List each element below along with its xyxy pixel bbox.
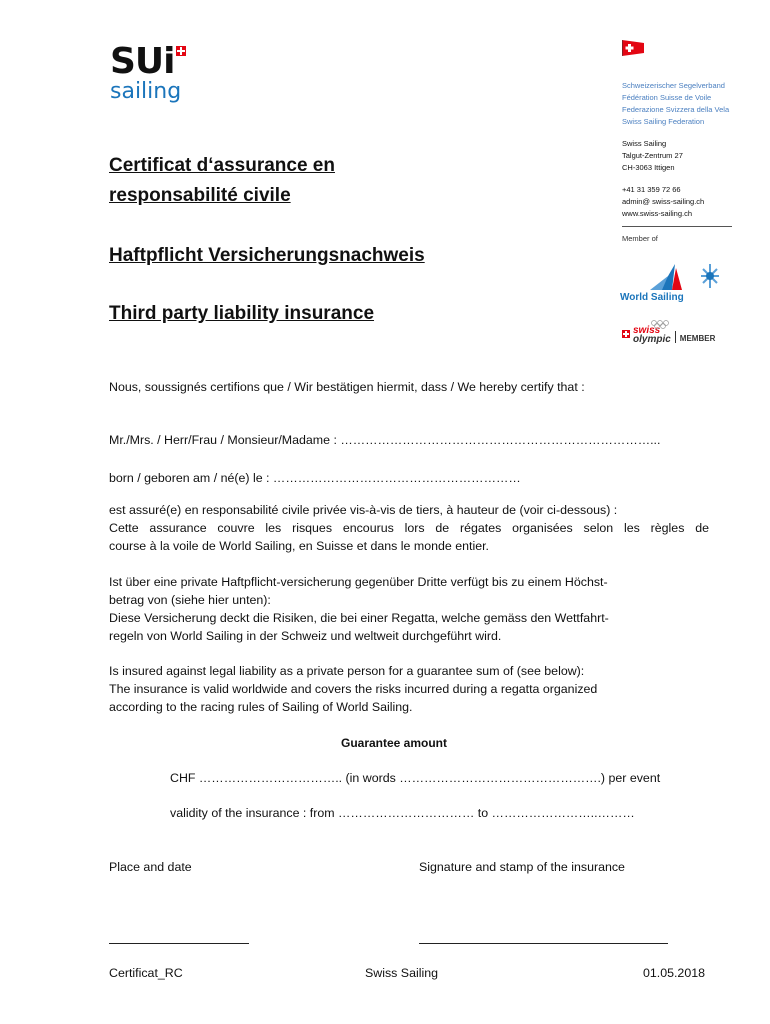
title-de: Haftpflicht Versicherungsnachweis (109, 245, 425, 266)
signature-line (419, 943, 668, 944)
address-line: Swiss Sailing (622, 139, 667, 148)
swiss-olympic-member: MEMBER (679, 334, 716, 343)
paragraph-line: est assuré(e) en responsabilité civile privée vis-à-vis de tiers, à hauteur de (voir ci-dessous) : (109, 503, 618, 517)
paragraph-line: course à la voile de World Sailing, en Suisse et dans le monde entier. (109, 539, 489, 553)
world-sailing-logo (620, 262, 730, 306)
phone: +41 31 359 72 66 (622, 185, 681, 194)
swiss-cross-icon (176, 46, 186, 56)
federation-name-de: Schweizerischer Segelverband (622, 81, 725, 90)
paragraph-fr (109, 501, 709, 555)
title-en: Third party liability insurance (109, 303, 375, 324)
logo-sui-text: SUi (110, 41, 175, 82)
swiss-olympic-swiss: swiss (633, 325, 661, 336)
paragraph-de (109, 573, 709, 645)
signature-label: Signature and stamp of the insurance (419, 860, 625, 874)
federation-name-fr: Fédération Suisse de Voile (622, 93, 712, 102)
divider (622, 226, 732, 227)
chf-amount-line: CHF …………………………….. (in words ………………………………………….) per event (170, 771, 661, 785)
address-line: CH-3063 Ittigen (622, 163, 675, 172)
title-fr-line1: Certificat d‘assurance en (109, 155, 335, 176)
footer-doc-id: Certificat_RC (109, 966, 183, 980)
burgee-icon (622, 40, 644, 56)
paragraph-line: Diese Versicherung deckt die Risiken, die bei einer Regatta, welche gemäss den Wettfahrt- (109, 611, 609, 625)
swiss-olympic-olympic: olympic (633, 334, 671, 345)
olympic-rings-icon (651, 320, 669, 330)
footer-org: Swiss Sailing (365, 966, 438, 980)
federation-name-it: Federazione Svizzera della Vela (622, 105, 730, 114)
member-of-label: Member of (622, 234, 658, 243)
federation-name-en: Swiss Sailing Federation (622, 117, 705, 126)
world-sailing-label: World Sailing (620, 292, 684, 303)
federation-sidebar (622, 40, 737, 245)
paragraph-line: Cette assurance couvre les risques encourus lors de régates organisées selon les règles de (109, 521, 709, 535)
logo-sailing-text: sailing (110, 79, 182, 104)
email-link[interactable]: admin@ swiss-sailing.ch (622, 197, 705, 206)
place-date-line (109, 943, 249, 944)
paragraph-en (109, 662, 709, 716)
intro-text: Nous, soussignés certifions que / Wir bestätigen hiermit, dass / We hereby certify that : (109, 380, 585, 394)
paragraph-line: Ist über eine private Haftpflicht-versicherung gegenüber Dritte verfügt bis zu einem Höchst- (109, 575, 608, 589)
swiss-cross-icon (622, 330, 630, 338)
paragraph-line: according to the racing rules of Sailing of World Sailing. (109, 700, 413, 714)
paragraph-line: The insurance is valid worldwide and covers the risks incurred during a regatta organized (109, 682, 598, 696)
title-fr-line2: responsabilité civile (109, 185, 291, 206)
paragraph-line: betrag von (siehe hier unten): (109, 593, 271, 607)
swiss-olympic-logo (622, 320, 732, 344)
guarantee-heading: Guarantee amount (340, 736, 448, 750)
world-sailing-emblem-icon (620, 262, 730, 292)
address-line: Talgut-Zentrum 27 (622, 151, 683, 160)
paragraph-line: regeln von World Sailing in der Schweiz und weltweit durchgeführt wird. (109, 629, 502, 643)
birthdate-field-line: born / geboren am / né(e) le : …………………………………………………… (109, 471, 521, 485)
name-field-line: Mr./Mrs. / Herr/Frau / Monsieur/Madame : …………………………………………………………………... (109, 433, 661, 447)
footer-date: 01.05.2018 (642, 966, 705, 980)
paragraph-line: Is insured against legal liability as a private person for a guarantee sum of (see below): (109, 664, 585, 678)
website-link[interactable]: www.swiss-sailing.ch (622, 209, 693, 218)
place-date-label: Place and date (109, 860, 192, 874)
validity-line: validity of the insurance : from …………………………… to ……………………..……… (170, 806, 635, 820)
swiss-sailing-logo (110, 41, 182, 104)
